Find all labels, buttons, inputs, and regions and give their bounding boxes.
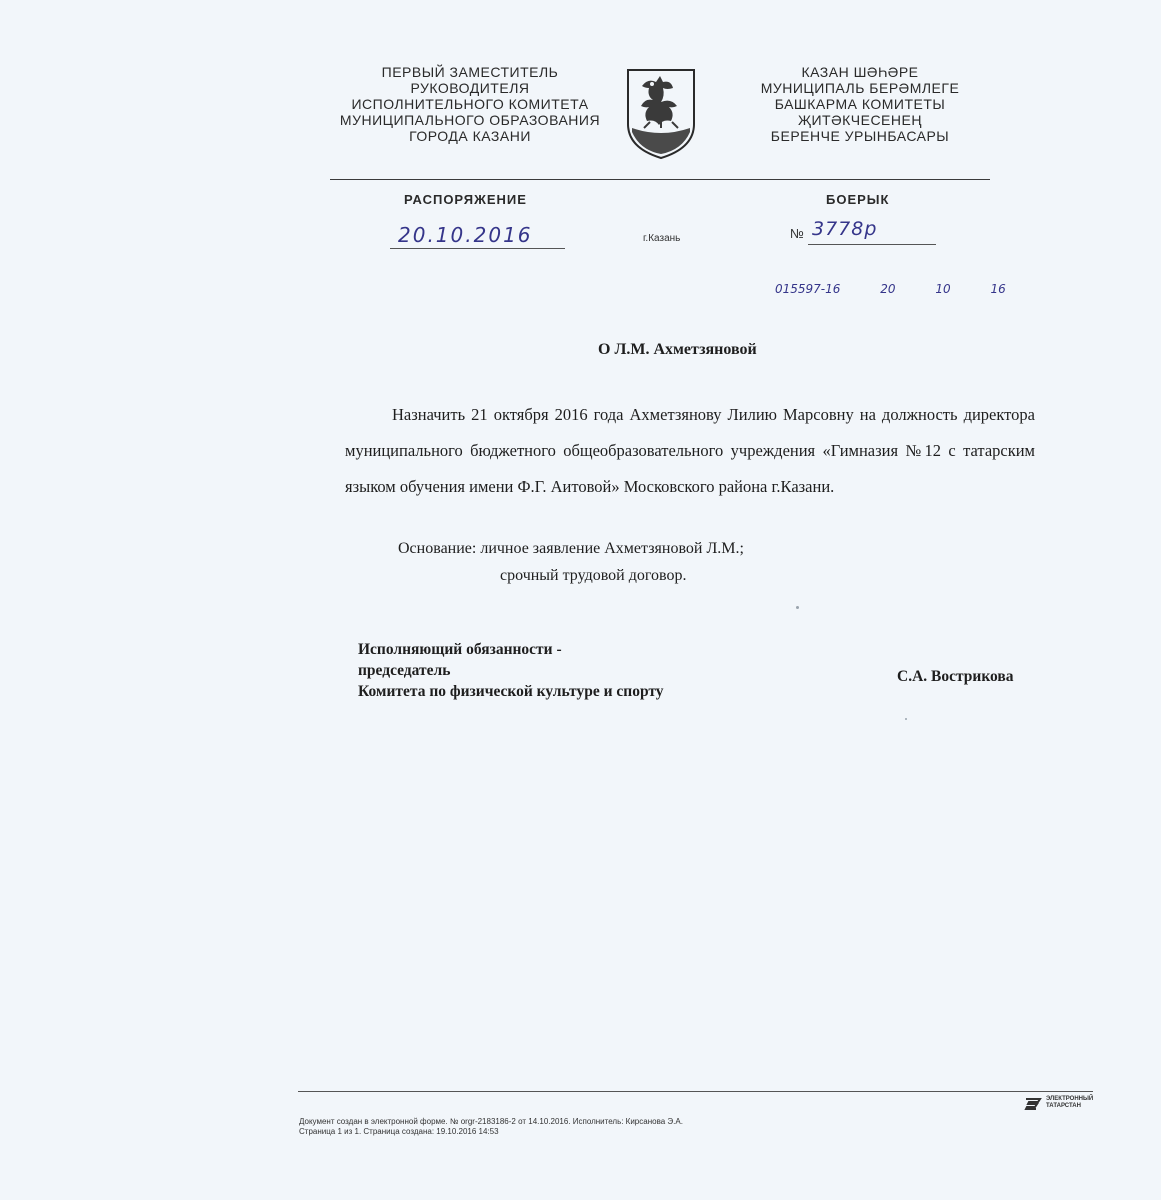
header-right-line: КАЗАН ШӘҺӘРЕ	[801, 64, 919, 80]
electronic-tatarstan-label	[1046, 1096, 1093, 1110]
scan-speck	[796, 606, 799, 609]
city-label: г.Казань	[643, 233, 681, 244]
signatory-position-line: Исполняющий обязанности -	[358, 641, 562, 658]
basis-line-2: срочный трудовой договор.	[500, 567, 687, 584]
registration-year: 16	[990, 282, 1006, 296]
logo-line-1: ЭЛЕКТРОННЫЙ	[1046, 1096, 1094, 1102]
header-right-title	[735, 64, 985, 144]
order-body-paragraph: Назначить 21 октября 2016 года Ахметзянову Лилию Марсовну на должность директора муниципального бюджетного общеобразовательного учреждения «Гимназия №12 с татарским языком обучения имени Ф.Г. Аитовой» Московского района г.Казани.	[345, 405, 1035, 496]
header-left-line: ИСПОЛНИТЕЛЬНОГО КОМИТЕТА	[351, 96, 589, 112]
signatory-position-line: председатель	[358, 662, 451, 679]
signatory-position	[358, 639, 664, 702]
number-sign: №	[790, 226, 804, 241]
header-left-line: МУНИЦИПАЛЬНОГО ОБРАЗОВАНИЯ	[339, 112, 601, 128]
header-left-line: ГОРОДА КАЗАНИ	[409, 128, 531, 144]
signatory-name: С.А. Вострикова	[897, 668, 1014, 685]
header-right-line: ҖИТӘКЧЕСЕНЕҢ	[798, 112, 922, 128]
footer-line-1: Документ создан в электронной форме. № orgr-2183186-2 от 14.10.2016. Исполнитель: Кирсанова Э.А.	[299, 1117, 683, 1126]
number-underline	[808, 244, 936, 245]
registration-number: 015597-16	[775, 282, 841, 296]
header-right-line: МУНИЦИПАЛЬ БЕРӘМЛЕГЕ	[760, 80, 960, 96]
handwritten-registration	[775, 282, 1006, 296]
header-right-line: БЕРЕНЧЕ УРЫНБАСАРЫ	[770, 128, 950, 144]
footer-line-2: Страница 1 из 1. Страница создана: 19.10.2016 14:53	[299, 1127, 499, 1136]
header-divider	[330, 179, 990, 180]
registration-day: 20	[880, 282, 896, 296]
header-left-line: ПЕРВЫЙ ЗАМЕСТИТЕЛЬ	[381, 64, 559, 80]
scan-speck	[905, 718, 907, 720]
header-right-line: БАШКАРМА КОМИТЕТЫ	[774, 96, 946, 112]
basis-line-1: Основание: личное заявление Ахметзяновой Л.М.;	[398, 540, 744, 557]
header-left-title	[320, 64, 620, 144]
order-title-tt: БОЕРЫК	[826, 192, 890, 207]
logo-line-2: ТАТАРСТАН	[1046, 1103, 1081, 1109]
handwritten-date: 20.10.2016	[398, 223, 533, 247]
header-left-line: РУКОВОДИТЕЛЯ	[410, 80, 530, 96]
kazan-coat-of-arms-icon	[622, 66, 700, 161]
footer-divider	[298, 1091, 1093, 1092]
order-title-ru: РАСПОРЯЖЕНИЕ	[404, 192, 527, 207]
signatory-position-line: Комитета по физической культуре и спорту	[358, 683, 664, 700]
handwritten-order-number: 3778р	[812, 218, 878, 240]
order-subject: О Л.М. Ахметзяновой	[598, 341, 757, 358]
registration-month: 10	[935, 282, 951, 296]
electronic-tatarstan-icon	[1024, 1097, 1042, 1111]
date-underline	[390, 248, 565, 249]
footer-info	[299, 1117, 683, 1137]
